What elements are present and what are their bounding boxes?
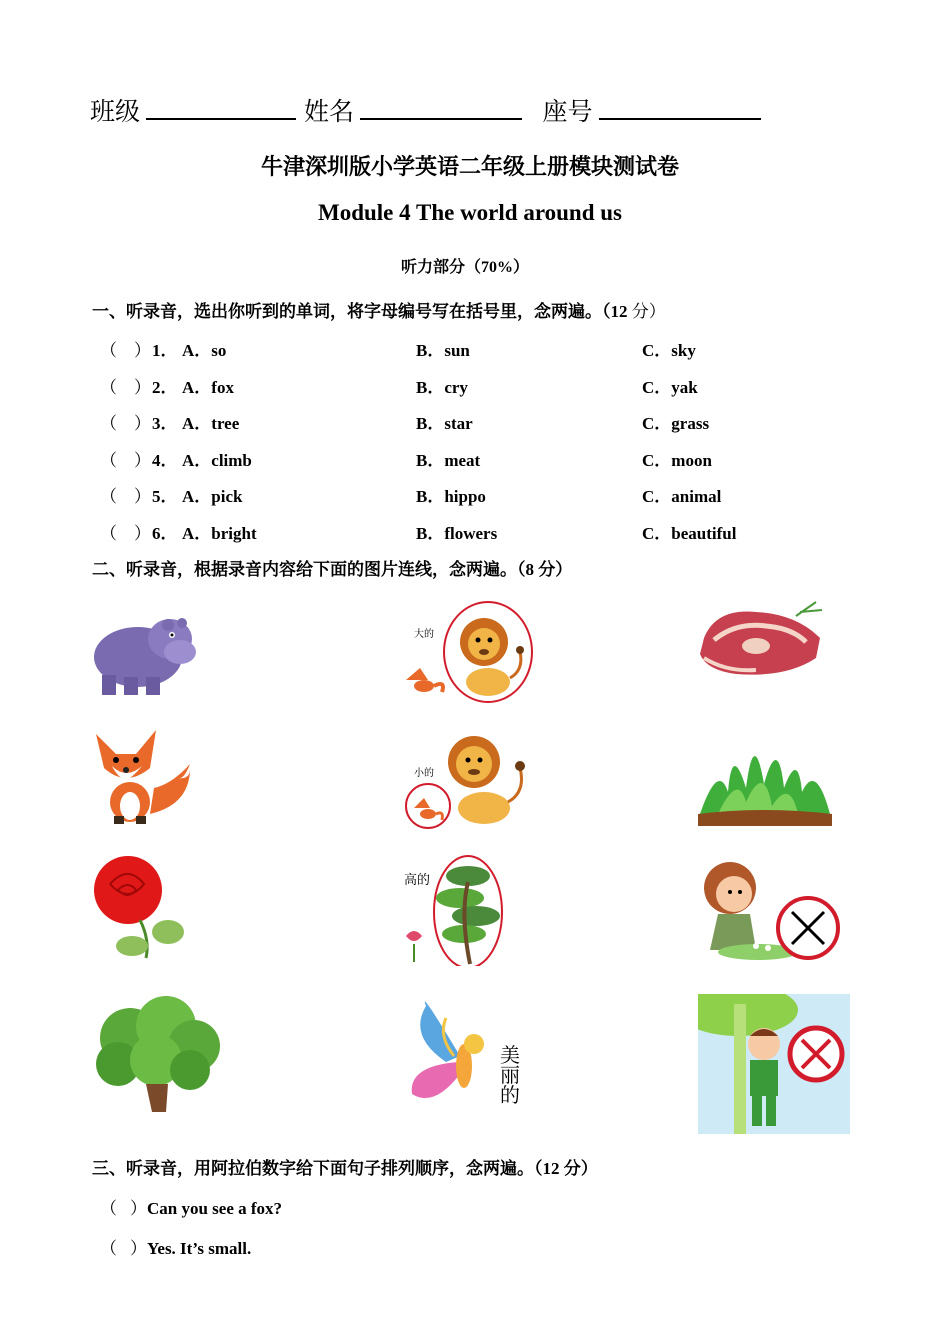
page-title-chinese: 牛津深圳版小学英语二年级上册模块测试卷 xyxy=(260,154,679,179)
big-label: 大的 xyxy=(414,629,434,640)
boy-no-climbing-tree-picture[interactable] xyxy=(698,994,850,1134)
tall-label: 高的 xyxy=(404,873,431,888)
girl-no-picking-flowers-picture[interactable] xyxy=(698,854,842,964)
answer-paren-open[interactable]: （ xyxy=(100,524,117,543)
sentence-row xyxy=(92,1234,251,1259)
question-number: 2． xyxy=(152,377,178,397)
small-label: 小的 xyxy=(414,768,434,779)
small-fox-big-lion-picture[interactable] xyxy=(398,732,534,830)
sentence-text: Can you see a fox? xyxy=(147,1199,283,1218)
answer-paren-close: ） xyxy=(134,414,151,434)
name-label: 姓名 xyxy=(304,99,355,126)
order-paren-open[interactable]: （ xyxy=(100,1239,117,1258)
sentence-row xyxy=(92,1194,282,1219)
meat-picture[interactable] xyxy=(696,598,828,696)
option-b: B．meat xyxy=(416,450,481,470)
seat-blank[interactable] xyxy=(599,98,761,120)
option-a: A．fox xyxy=(182,377,234,397)
seat-label: 座号 xyxy=(542,99,593,126)
name-blank[interactable] xyxy=(360,98,522,120)
student-info-line xyxy=(90,92,769,128)
answer-paren-open[interactable]: （ xyxy=(100,450,117,470)
option-c: C．yak xyxy=(642,377,698,397)
question-number: 3． xyxy=(152,414,178,434)
answer-paren-close: ） xyxy=(134,487,151,507)
answer-paren-open[interactable]: （ xyxy=(100,341,117,360)
beautiful-label-2: 丽 xyxy=(500,1063,520,1087)
grass-picture[interactable] xyxy=(698,722,832,826)
option-b: B．flowers xyxy=(416,524,498,543)
option-c: C．animal xyxy=(642,487,722,507)
answer-paren-open[interactable]: （ xyxy=(100,487,117,507)
section1-heading-text: 一、听录音，选出你听到的单词，将字母编号写在括号里，念两遍。（12 xyxy=(92,302,628,321)
hippo-picture[interactable] xyxy=(90,597,200,699)
question-row xyxy=(92,482,872,508)
answer-paren-close: ） xyxy=(134,524,151,543)
order-paren-close: ） xyxy=(130,1239,147,1258)
question-row xyxy=(92,446,872,472)
option-a: A．bright xyxy=(182,524,257,543)
order-paren-close: ） xyxy=(130,1199,147,1218)
question-row xyxy=(92,373,872,399)
option-b: B．sun xyxy=(416,341,470,360)
beautiful-butterfly-picture[interactable] xyxy=(398,996,526,1120)
option-a: A．pick xyxy=(182,487,243,507)
option-c: C．moon xyxy=(642,450,712,470)
option-c: C．grass xyxy=(642,414,710,434)
option-b: B．cry xyxy=(416,377,468,397)
question-number: 6． xyxy=(152,524,178,543)
beautiful-label-1: 美 xyxy=(500,1043,520,1067)
class-label: 班级 xyxy=(90,99,141,126)
section2-heading: 二、听录音，根据录音内容给下面的图片连线，念两遍。（8 分） xyxy=(92,560,573,579)
option-b: B．star xyxy=(416,414,473,434)
question-row xyxy=(92,409,872,435)
section3-heading: 三、听录音，用阿拉伯数字给下面句子排列顺序，念两遍。（12 分） xyxy=(92,1159,598,1178)
option-a: A．climb xyxy=(182,450,252,470)
option-a: A．tree xyxy=(182,414,240,434)
answer-paren-close: ） xyxy=(134,450,151,470)
answer-paren-open[interactable]: （ xyxy=(100,377,117,397)
option-c: C．beautiful xyxy=(642,524,737,543)
order-paren-open[interactable]: （ xyxy=(100,1199,117,1218)
question-number: 4． xyxy=(152,450,178,470)
option-b: B．hippo xyxy=(416,487,486,507)
big-lion-small-fox-picture[interactable] xyxy=(398,600,538,704)
rose-picture[interactable] xyxy=(92,854,192,962)
class-blank[interactable] xyxy=(146,98,296,120)
tree-picture[interactable] xyxy=(90,994,222,1114)
question-row xyxy=(92,519,872,545)
answer-paren-close: ） xyxy=(134,341,151,360)
beautiful-label-3: 的 xyxy=(500,1083,520,1107)
option-a: A．so xyxy=(182,341,227,360)
sentence-text: Yes. It’s small. xyxy=(147,1239,252,1258)
question-row xyxy=(92,336,872,362)
tall-tree-small-flower-picture[interactable] xyxy=(398,854,514,966)
section1-heading xyxy=(92,297,666,322)
fox-picture[interactable] xyxy=(92,724,200,826)
answer-paren-open[interactable]: （ xyxy=(100,414,117,434)
question-number: 5． xyxy=(152,487,178,507)
question-number: 1． xyxy=(152,341,178,360)
page-title-english: Module 4 The world around us xyxy=(318,200,622,225)
answer-paren-close: ） xyxy=(134,377,151,397)
listening-part-label: 听力部分（70%） xyxy=(400,259,529,276)
section1-points: 分） xyxy=(631,302,666,321)
option-c: C．sky xyxy=(642,341,696,360)
